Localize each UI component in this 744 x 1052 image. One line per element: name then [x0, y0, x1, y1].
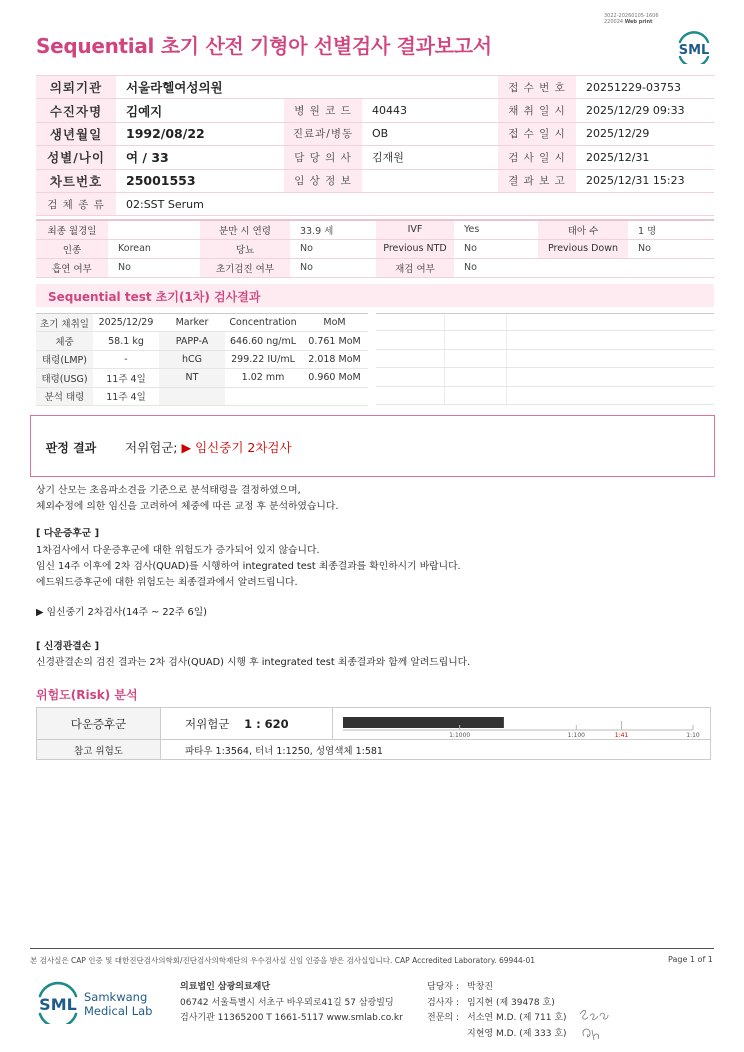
staff-value: 임지현 (제 39478 호) [467, 997, 555, 1008]
test-field-label: 체중 [36, 332, 93, 350]
patient-field-value: 20251229-03753 [576, 76, 714, 99]
clinical-row [36, 239, 714, 258]
patient-field-label: 결 과 보 고 [498, 169, 576, 192]
staff-value: 지현영 M.D. (제 333 호) [467, 1028, 567, 1039]
staff-value: 서소연 M.D. (제 711 호) [467, 1013, 567, 1023]
patient-field-value: 서울라헬여성의원 [116, 76, 284, 99]
org-address: 06742 서울특별시 서초구 바우뫼로41길 57 삼광빌딩 [180, 997, 394, 1008]
patient-field-value: 25001553 [116, 169, 284, 192]
test-cell: 1.02 mm [225, 369, 301, 387]
test-cell: 0.960 MoM [301, 369, 368, 387]
patient-field-value: 02:SST Serum [116, 192, 714, 215]
risk-ratio: 1 : 620 [244, 716, 289, 731]
down-note-1: 1차검사에서 다운증후군에 대한 위험도가 증가되어 있지 않습니다. [36, 545, 320, 556]
patient-row [36, 76, 714, 99]
patient-info-table [36, 75, 714, 216]
patient-field-label: 임 상 정 보 [284, 169, 362, 192]
judgement-box [30, 415, 715, 477]
patient-field-value: 2025/12/29 09:33 [576, 99, 714, 122]
empty-row [376, 368, 714, 386]
clinical-field-label: 태아 수 [538, 220, 628, 239]
clinical-field-label: 인종 [36, 239, 108, 258]
test-results-table [36, 313, 368, 406]
test-cell: MoM [301, 314, 368, 332]
patient-field-value: OB [362, 122, 498, 145]
patient-field-label: 진료과/병동 [284, 122, 362, 145]
ntd-title [36, 639, 99, 655]
footer-certification: 본 검사실은 CAP 인증 및 대한진단검사의학회/진단검사의학재단의 우수검사실 신임 인증을 받은 검사실입니다. CAP Accredited Laboratory. 69944-01 [30, 956, 536, 965]
staff-info [427, 980, 567, 1042]
judgement-followup: 임신중기 2차검사 [195, 440, 292, 455]
patient-field-label: 검 사 일 시 [498, 146, 576, 169]
patient-row [36, 99, 714, 122]
page-title: Sequential 초기 산전 기형아 선별검사 결과보고서 [36, 34, 492, 58]
staff-label: 검사자 : [427, 997, 459, 1008]
arrow-icon: ▶ [181, 440, 192, 455]
test-row [36, 350, 368, 368]
patient-field-label: 수진자명 [36, 99, 116, 122]
web-print-label: Web print [624, 19, 653, 25]
clinical-field-value: No [628, 239, 714, 258]
staff-label: 전문의 : [427, 1013, 459, 1023]
logo-line1: Samkwang [84, 990, 148, 1004]
reference-risk-value: 파타우 1:3564, 터너 1:1250, 성염색체 1:581 [161, 740, 711, 760]
patient-field-value: 40443 [362, 99, 498, 122]
test-row [36, 369, 368, 387]
clinical-field-label: 초기검진 여부 [200, 258, 290, 277]
reference-risk-label: 참고 위험도 [37, 740, 161, 760]
clinical-field-label [538, 258, 628, 277]
clinical-field-value: 33.9 세 [290, 220, 376, 239]
patient-field-value: 2025/12/31 [576, 146, 714, 169]
clinical-field-label: 당뇨 [200, 239, 290, 258]
empty-row [376, 313, 714, 331]
signature-icon [576, 1006, 616, 1044]
note-intro-2: 체외수정에 의한 임신을 고려하여 체중에 따른 교정 후 분석하였습니다. [36, 501, 339, 512]
clinical-field-value: 1 명 [628, 220, 714, 239]
org-name: 의료법인 삼광의료재단 [180, 982, 271, 992]
staff-label: 담당자 : [427, 982, 459, 992]
patient-field-label: 생년월일 [36, 122, 116, 145]
patient-field-label: 담 당 의 사 [284, 146, 362, 169]
clinical-field-value: No [454, 239, 538, 258]
test-cell: 2.018 MoM [301, 350, 368, 368]
logo-top-text: SML [678, 43, 710, 58]
risk-disease: 다운증후군 [37, 708, 161, 740]
patient-field-value: 2025/12/31 15:23 [576, 169, 714, 192]
patient-field-label: 병 원 코 드 [284, 99, 362, 122]
patient-field-value: 2025/12/29 [576, 122, 714, 145]
clinical-field-value: Korean [108, 239, 200, 258]
patient-field-label: 의뢰기관 [36, 76, 116, 99]
scale-tick-label: 1:1000 [449, 732, 471, 738]
note-intro-1: 상기 산모는 초음파소견을 기준으로 분석태령을 결정하였으며, [36, 485, 301, 496]
down-note-2: 임신 14주 이후에 2차 검사(QUAD)를 시행하여 integrated test 최종결과를 확인하시기 바랍니다. [36, 561, 461, 572]
clinical-field-value [628, 258, 714, 277]
patient-row [36, 146, 714, 169]
empty-row [376, 350, 714, 368]
patient-field-label: 성별/나이 [36, 146, 116, 169]
judgement-label: 판정 결과 [45, 441, 97, 455]
cutoff-tick-label: 1:41 [614, 732, 629, 738]
org-contact: 검사기관 11365200 T 1661-5117 www.smlab.co.kr [180, 1013, 403, 1023]
document-code [604, 13, 659, 25]
test-cell [225, 387, 301, 405]
patient-field-value: 1992/08/22 [116, 122, 284, 145]
patient-row [36, 122, 714, 145]
clinical-field-label: IVF [376, 220, 454, 239]
test-field-label: 초기 채취일 [36, 314, 93, 332]
risk-bar-cell [333, 708, 711, 740]
test-cell: 11주 4일 [93, 387, 159, 405]
patient-field-value: 김예지 [116, 99, 284, 122]
test-field-label: 태령(LMP) [36, 350, 93, 368]
patient-field-label: 채 취 일 시 [498, 99, 576, 122]
test-cell [301, 387, 368, 405]
patient-field-label: 접 수 일 시 [498, 122, 576, 145]
test-cell: Concentration [225, 314, 301, 332]
test-field-label: 태령(USG) [36, 369, 93, 387]
samkwang-logo-icon [36, 980, 158, 1024]
down-note-3: 에드워드증후군에 대한 위험도는 최종결과에서 알려드립니다. [36, 577, 298, 588]
clinical-field-label: 분만 시 연령 [200, 220, 290, 239]
ntd-note-1: 신경관결손의 검진 결과는 2차 검사(QUAD) 시행 후 integrated test 최종결과와 함께 알려드립니다. [36, 657, 471, 668]
patient-field-value [362, 169, 498, 192]
test-cell: PAPP-A [159, 332, 225, 350]
clinical-field-label: 최종 월경일 [36, 220, 108, 239]
test-row [36, 387, 368, 405]
test-cell: Marker [159, 314, 225, 332]
test-cell: 2025/12/29 [93, 314, 159, 332]
test-row [36, 332, 368, 350]
clinical-field-value [108, 220, 200, 239]
patient-field-value [362, 76, 498, 99]
risk-scale [339, 710, 703, 738]
clinical-field-value: No [290, 258, 376, 277]
clinical-row [36, 258, 714, 277]
logo-sml-text: SML [39, 995, 77, 1014]
clinical-field-label: Previous NTD [376, 239, 454, 258]
test-cell [159, 387, 225, 405]
clinical-info-table [36, 219, 714, 278]
clinical-field-value: No [108, 258, 200, 277]
patient-field-label [284, 76, 362, 99]
down-syndrome-title [36, 526, 99, 542]
clinical-field-label: 재검 여부 [376, 258, 454, 277]
organization-info [180, 980, 403, 1027]
logo-line2: Medical Lab [84, 1004, 153, 1018]
section-title: Sequential test 초기(1차) 검사결과 [36, 284, 714, 307]
clinical-field-label: Previous Down [538, 239, 628, 258]
patient-field-label: 접 수 번 호 [498, 76, 576, 99]
empty-row [376, 387, 714, 405]
clinical-field-value: No [454, 258, 538, 277]
test-cell: 646.60 ng/mL [225, 332, 301, 350]
risk-title: 위험도(Risk) 분석 [36, 688, 138, 702]
scale-tick-label: 1:100 [567, 732, 585, 738]
risk-bar [343, 717, 504, 728]
clinical-row [36, 220, 714, 239]
patient-row [36, 169, 714, 192]
test-cell: NT [159, 369, 225, 387]
test-cell: hCG [159, 350, 225, 368]
test-cell: 11주 4일 [93, 369, 159, 387]
judgement-result: 저위험군; [125, 440, 178, 455]
footer-divider [30, 948, 714, 949]
test-cell: 0.761 MoM [301, 332, 368, 350]
clinical-field-label: 흡연 여부 [36, 258, 108, 277]
next-step: ▶ 임신중기 2차검사(14주 ~ 22주 6일) [36, 607, 207, 618]
test-row [36, 314, 368, 332]
risk-value-cell [161, 708, 333, 740]
risk-category: 저위험군 [185, 716, 230, 731]
scale-tick-label: 1:10 [686, 732, 700, 738]
judgement-value [125, 438, 292, 456]
empty-row [376, 331, 714, 349]
patient-field-value: 여 / 33 [116, 146, 284, 169]
clinical-field-value: Yes [454, 220, 538, 239]
staff-value: 박창진 [467, 982, 494, 992]
risk-table [36, 707, 711, 760]
page-number: Page 1 of 1 [668, 955, 713, 964]
sml-logo-icon [674, 28, 714, 64]
doc-code-line1: 3022-20260105-1606 [604, 13, 659, 19]
ntd-title-text: [ 신경관결손 ] [36, 641, 100, 652]
patient-field-value: 김재원 [362, 146, 498, 169]
patient-field-label: 검 체 종 류 [36, 192, 116, 215]
patient-row [36, 192, 714, 215]
doc-code-line2: 220024 [604, 19, 624, 25]
test-cell: - [93, 350, 159, 368]
test-cell: 58.1 kg [93, 332, 159, 350]
clinical-field-value: No [290, 239, 376, 258]
patient-field-label: 차트번호 [36, 169, 116, 192]
test-cell: 299.22 IU/mL [225, 350, 301, 368]
down-title-text: [ 다운증후군 ] [36, 528, 100, 539]
test-results-empty-table [376, 313, 714, 405]
test-field-label: 분석 태령 [36, 387, 93, 405]
